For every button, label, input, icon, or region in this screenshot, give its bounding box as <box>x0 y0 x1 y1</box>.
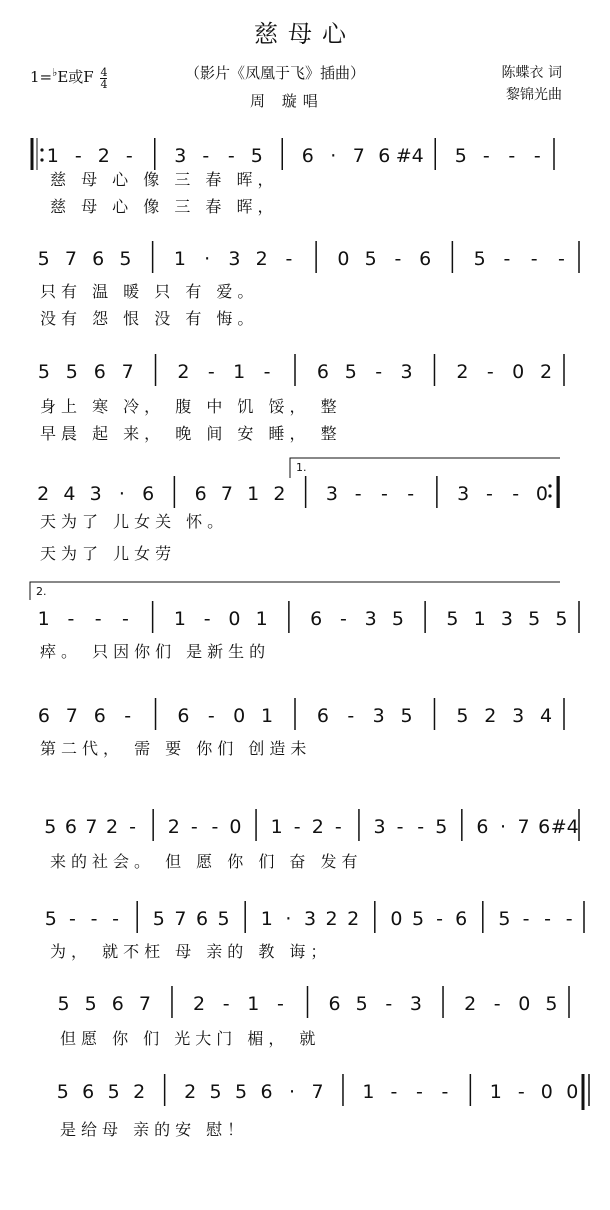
note-symbol: - <box>339 608 347 630</box>
lyric-line: 没有 怨 恨 没 有 悔。 <box>40 309 259 328</box>
note-symbol: - <box>347 705 355 727</box>
note-symbol: - <box>396 816 404 838</box>
repeat-dot <box>548 484 551 487</box>
note-symbol: - <box>207 361 215 383</box>
note-symbol: 1 <box>261 705 274 727</box>
lyric-line: 第二代， 需 要 你们 创造未 <box>40 739 312 758</box>
note-symbol: 3 <box>228 248 241 270</box>
note-symbol: - <box>222 993 230 1015</box>
note-symbol: 6 <box>64 816 77 838</box>
note-symbol: 5 <box>473 248 486 270</box>
lyricist-credit: 陈蝶衣 词 <box>501 65 562 81</box>
note-symbol: - <box>390 1081 398 1103</box>
note-symbol: 1 <box>37 608 50 630</box>
note-symbol: 3 <box>364 608 377 630</box>
note-symbol: 2 <box>105 816 119 838</box>
note-symbol: 2 <box>325 908 338 930</box>
note-symbol: · <box>285 908 292 930</box>
note-symbol: 5 <box>217 908 230 930</box>
note-symbol: 6 <box>177 705 190 727</box>
note-symbol: 5 <box>391 608 404 630</box>
note-symbol: 1 <box>473 608 486 630</box>
note-symbol: - <box>544 908 552 930</box>
composer-credit: 黎锦光曲 <box>506 87 562 103</box>
song-subtitle: （影片《凤凰于飞》插曲） <box>185 64 366 82</box>
note-symbol: - <box>334 816 342 838</box>
note-symbol: - <box>512 483 520 505</box>
note-symbol: 0 <box>337 248 350 270</box>
note-symbol: 0 <box>229 816 242 838</box>
note-symbol: 2 <box>193 993 206 1015</box>
note-symbol: 3 <box>512 705 525 727</box>
volta-1-label: 1. <box>296 461 307 474</box>
note-symbol: 3 <box>373 816 386 838</box>
note-symbol: 5 <box>364 248 377 270</box>
note-symbol: 1 <box>260 908 273 930</box>
lyric-line: 身上 寒 冷， 腹 中 饥 馁， 整 <box>40 397 342 416</box>
note-symbol: 5 <box>545 993 558 1015</box>
note-symbol: 6 <box>194 483 207 505</box>
note-symbol: 5 <box>344 361 357 383</box>
note-symbol: - <box>129 816 137 838</box>
note-symbol: 1 <box>362 1081 375 1103</box>
note-symbol: 6 <box>93 705 106 727</box>
note-symbol: 1 <box>270 816 283 838</box>
note-symbol: 3 <box>89 483 102 505</box>
note-symbol: 5 <box>152 908 165 930</box>
note-symbol: 5 <box>37 248 50 270</box>
lyric-line: 天为了 儿女劳 <box>40 544 177 563</box>
note-symbol: 2 <box>456 361 469 383</box>
note-symbol: 2 <box>37 483 50 505</box>
note-symbol: - <box>417 816 425 838</box>
note-symbol: #4 <box>395 145 424 167</box>
note-symbol: · <box>499 816 507 838</box>
repeat-dot <box>548 494 551 497</box>
note-symbol: 2 <box>273 483 286 505</box>
note-symbol: 6 <box>92 248 105 270</box>
note-symbol: 2 <box>311 816 324 838</box>
note-symbol: 5 <box>411 908 425 930</box>
note-symbol: 6 <box>93 361 106 383</box>
repeat-dot <box>40 148 43 151</box>
note-symbol: 3 <box>457 483 470 505</box>
note-symbol: 5 <box>37 361 50 383</box>
lyric-line: 来的社会。 但 愿 你 们 奋 发有 <box>50 852 363 871</box>
note-symbol: 2 <box>184 1081 197 1103</box>
note-symbol: 7 <box>138 993 151 1015</box>
note-symbol: - <box>67 608 75 630</box>
note-symbol: - <box>211 816 219 838</box>
note-symbol: 5 <box>119 248 132 270</box>
volta-2-label: 2. <box>36 585 47 598</box>
note-symbol: 2 <box>540 361 553 383</box>
note-symbol: - <box>522 908 530 930</box>
note-symbol: - <box>508 145 516 167</box>
note-symbol: 5 <box>555 608 568 630</box>
note-symbol: 5 <box>250 145 263 167</box>
lyric-line: 天为了 儿女关 怀。 <box>40 512 229 531</box>
note-symbol: 5 <box>400 705 413 727</box>
note-symbol: - <box>493 993 501 1015</box>
note-symbol: 2 <box>177 361 190 383</box>
note-symbol: 5 <box>65 361 78 383</box>
note-symbol: - <box>485 483 493 505</box>
note-symbol: 5 <box>355 993 368 1015</box>
note-symbol: - <box>436 908 444 930</box>
note-symbol: 2 <box>167 816 180 838</box>
note-symbol: 7 <box>311 1081 324 1103</box>
note-symbol: - <box>68 908 76 930</box>
note-symbol: 4 <box>63 483 76 505</box>
note-symbol: - <box>407 483 415 505</box>
note-symbol: 3 <box>400 361 413 383</box>
note-symbol: 6 <box>82 1081 95 1103</box>
note-symbol: · <box>204 248 211 270</box>
note-symbol: 7 <box>174 908 187 930</box>
note-symbol: - <box>94 608 102 630</box>
singer-credit: 周 璇唱 <box>250 92 324 110</box>
note-symbol: 0 <box>540 1081 553 1103</box>
note-symbol: - <box>530 248 538 270</box>
note-symbol: 6 <box>142 483 155 505</box>
note-symbol: 7 <box>64 248 77 270</box>
note-symbol: - <box>90 908 98 930</box>
note-symbol: 6 <box>316 361 329 383</box>
note-symbol: - <box>385 993 393 1015</box>
note-symbol: 5 <box>44 816 57 838</box>
note-symbol: 0 <box>233 705 246 727</box>
note-symbol: 1 <box>46 145 59 167</box>
repeat-dot <box>40 158 43 161</box>
note-symbol: - <box>486 361 494 383</box>
note-symbol: 5 <box>446 608 459 630</box>
note-symbol: - <box>125 145 133 167</box>
note-symbol: 6 <box>419 248 432 270</box>
note-symbol: - <box>74 145 82 167</box>
note-symbol: 6 <box>476 816 489 838</box>
key-text: E或F <box>57 68 94 86</box>
note-symbol: - <box>124 705 132 727</box>
lyric-line: 瘁。 只因你们 是新生的 <box>40 642 271 661</box>
note-symbol: 1 <box>173 248 186 270</box>
lyric-line: 但愿 你 们 光大门 楣， 就 <box>60 1029 321 1048</box>
note-symbol: 6 <box>310 608 323 630</box>
note-symbol: 5 <box>56 1081 69 1103</box>
note-symbol: 7 <box>121 361 134 383</box>
note-symbol: - <box>203 608 211 630</box>
note-symbol: 7 <box>65 705 78 727</box>
note-symbol: 1 <box>173 608 186 630</box>
note-symbol: - <box>276 993 284 1015</box>
note-symbol: 0 <box>535 483 548 505</box>
note-symbol: - <box>503 248 511 270</box>
note-symbol: 6 <box>328 993 341 1015</box>
note-symbol: - <box>293 816 301 838</box>
note-symbol: 7 <box>352 145 365 167</box>
note-symbol: 5 <box>528 608 541 630</box>
note-symbol: - <box>533 145 541 167</box>
note-symbol: 5 <box>107 1081 120 1103</box>
note-symbol: 6 <box>378 145 391 167</box>
flat-symbol: ♭ <box>52 66 58 79</box>
note-symbol: 6 <box>111 993 124 1015</box>
note-symbol: 0 <box>566 1081 579 1103</box>
note-symbol: 3 <box>409 993 422 1015</box>
note-symbol: 0 <box>390 908 403 930</box>
note-symbol: 1 <box>247 993 260 1015</box>
note-symbol: 5 <box>44 908 57 930</box>
note-symbol: 3 <box>500 608 513 630</box>
lyric-line: 为， 就不枉 母 亲的 教 诲； <box>50 942 332 961</box>
note-symbol: · <box>118 483 125 505</box>
lyric-line: 慈 母 心 像 三 春 晖， <box>50 197 279 216</box>
lyric-line: 是给母 亲的安 慰！ <box>60 1120 249 1139</box>
note-symbol: - <box>354 483 362 505</box>
note-symbol: 1 <box>489 1081 502 1103</box>
note-symbol: 6 <box>37 705 50 727</box>
note-symbol: 6 <box>195 908 209 930</box>
note-symbol: - <box>557 248 565 270</box>
note-symbol: 0 <box>518 993 531 1015</box>
note-symbol: 2 <box>347 908 360 930</box>
lyric-line: 慈 母 心 像 三 春 晖， <box>50 170 279 189</box>
note-symbol: 5 <box>84 993 97 1015</box>
note-symbol: 1 <box>255 608 268 630</box>
note-symbol: · <box>289 1081 296 1103</box>
note-symbol: 6 <box>260 1081 273 1103</box>
note-symbol: 5 <box>209 1081 222 1103</box>
time-bottom: 4 <box>100 77 108 91</box>
note-symbol: - <box>565 908 573 930</box>
note-symbol: 4 <box>540 705 553 727</box>
note-symbol: 6 <box>316 705 329 727</box>
key-prefix: 1= <box>30 68 53 86</box>
note-symbol: 5 <box>235 1081 248 1103</box>
lyric-line: 只有 温 暖 只 有 爱。 <box>40 282 259 301</box>
note-symbol: - <box>207 705 215 727</box>
note-symbol: - <box>375 361 383 383</box>
note-symbol: 5 <box>57 993 70 1015</box>
volta-1-bracket <box>290 458 560 478</box>
note-symbol: 2 <box>133 1081 146 1103</box>
note-symbol: - <box>112 908 120 930</box>
note-symbol: 5 <box>498 908 511 930</box>
note-symbol: - <box>227 145 235 167</box>
note-symbol: - <box>441 1081 449 1103</box>
note-symbol: · <box>330 145 337 167</box>
note-symbol: - <box>202 145 210 167</box>
volta-2-bracket <box>30 582 560 600</box>
note-symbol: 6 <box>455 908 468 930</box>
note-symbol: 5 <box>454 145 467 167</box>
note-symbol: - <box>285 248 293 270</box>
note-symbol: - <box>190 816 198 838</box>
note-symbol: #4 <box>550 816 579 838</box>
lyric-line: 早晨 起 来， 晚 间 安 睡， 整 <box>40 424 342 443</box>
note-symbol: 3 <box>303 908 317 930</box>
note-symbol: 6 <box>301 145 314 167</box>
note-symbol: - <box>263 361 271 383</box>
note-symbol: - <box>121 608 129 630</box>
note-symbol: - <box>482 145 490 167</box>
note-symbol: 2 <box>464 993 477 1015</box>
note-symbol: 6 <box>538 816 551 838</box>
note-symbol: 2 <box>484 705 497 727</box>
note-symbol: 3 <box>372 705 385 727</box>
note-symbol: 7 <box>85 816 98 838</box>
note-symbol: 1 <box>247 483 260 505</box>
note-symbol: 2 <box>255 248 268 270</box>
note-symbol: 2 <box>97 145 110 167</box>
note-symbol: - <box>394 248 402 270</box>
note-symbol: 3 <box>325 483 338 505</box>
note-symbol: - <box>517 1081 525 1103</box>
note-symbol: 0 <box>512 361 525 383</box>
note-symbol: 5 <box>435 816 448 838</box>
note-symbol: - <box>380 483 388 505</box>
time-top: 4 <box>100 65 108 79</box>
note-symbol: 3 <box>174 145 187 167</box>
note-symbol: 5 <box>456 705 469 727</box>
note-symbol: 7 <box>220 483 233 505</box>
note-symbol: 1 <box>233 361 246 383</box>
note-symbol: - <box>415 1081 423 1103</box>
note-symbol: 7 <box>517 816 530 838</box>
song-title: 慈母心 <box>254 20 356 48</box>
note-symbol: 0 <box>228 608 241 630</box>
